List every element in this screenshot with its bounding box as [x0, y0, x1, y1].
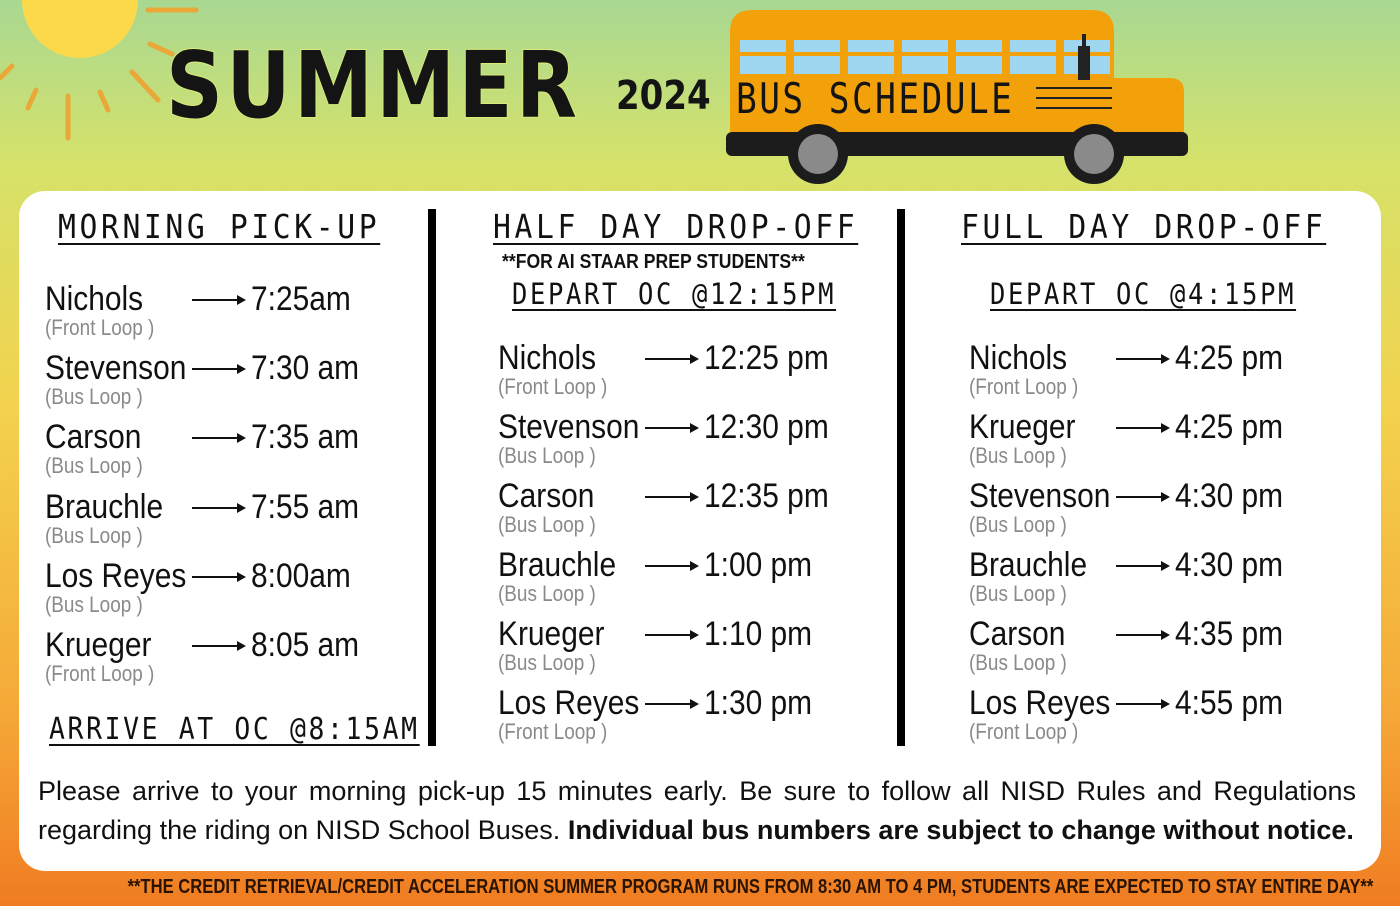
- stop-time: 8:05 am: [251, 626, 360, 664]
- half-day-stop: [498, 548, 938, 614]
- stop-name: Stevenson: [45, 349, 187, 387]
- morning-stop: [45, 351, 485, 417]
- arrow-icon: [645, 703, 697, 705]
- full-day-stop: [969, 410, 1400, 476]
- bus-schedule-label: BUS SCHEDULE: [736, 74, 1015, 123]
- half-day-depart-time: DEPART OC @12:15PM: [512, 277, 837, 311]
- full-day-stop: [969, 341, 1400, 407]
- stop-name: Stevenson: [969, 477, 1111, 515]
- half-day-dropoff-heading: HALF DAY DROP-OFF: [493, 207, 859, 246]
- stop-loop: (Bus Loop ): [969, 512, 1067, 537]
- arrow-icon: [1116, 565, 1168, 567]
- arrow-icon: [645, 496, 697, 498]
- stop-time: 7:55 am: [251, 488, 360, 526]
- stop-loop: (Front Loop ): [969, 374, 1079, 399]
- bus-number-warning: Individual bus numbers are subject to change without notice.: [567, 815, 1354, 845]
- program-hours-banner: [0, 874, 1400, 900]
- stop-time: 4:55 pm: [1175, 684, 1284, 722]
- stop-loop: (Bus Loop ): [498, 443, 596, 468]
- stop-loop: (Front Loop ): [969, 719, 1079, 744]
- stop-loop: (Bus Loop ): [45, 592, 143, 617]
- stop-loop: (Bus Loop ): [969, 581, 1067, 606]
- stop-name: Los Reyes: [969, 684, 1111, 722]
- arrow-icon: [1116, 703, 1168, 705]
- stop-name: Brauchle: [498, 546, 617, 584]
- morning-pickup-heading: MORNING PICK-UP: [58, 207, 381, 246]
- morning-stop: [45, 559, 485, 625]
- arrow-icon: [192, 299, 244, 301]
- stop-time: 12:30 pm: [704, 408, 829, 446]
- stop-time: 1:10 pm: [704, 615, 813, 653]
- arrow-icon: [192, 507, 244, 509]
- stop-loop: (Front Loop ): [498, 719, 608, 744]
- morning-stop: [45, 490, 485, 556]
- arrow-icon: [192, 368, 244, 370]
- stop-time: 4:30 pm: [1175, 546, 1284, 584]
- stop-time: 12:35 pm: [704, 477, 829, 515]
- stop-time: 8:00am: [251, 557, 351, 595]
- page-title: SUMMER: [166, 32, 581, 139]
- half-day-stop: [498, 479, 938, 545]
- arrow-icon: [645, 358, 697, 360]
- stop-name: Brauchle: [969, 546, 1088, 584]
- arrow-icon: [1116, 427, 1168, 429]
- stop-name: Los Reyes: [498, 684, 640, 722]
- instructions-note: [38, 772, 1356, 850]
- stop-name: Krueger: [498, 615, 605, 653]
- half-day-stop: [498, 617, 938, 683]
- stop-name: Nichols: [498, 339, 597, 377]
- stop-name: Nichols: [45, 280, 144, 318]
- stop-time: 4:25 pm: [1175, 339, 1284, 377]
- stop-name: Stevenson: [498, 408, 640, 446]
- half-day-stop: [498, 341, 938, 407]
- stop-loop: (Bus Loop ): [45, 453, 143, 478]
- arrow-icon: [192, 576, 244, 578]
- stop-time: 1:30 pm: [704, 684, 813, 722]
- arrow-icon: [645, 565, 697, 567]
- stop-name: Carson: [969, 615, 1066, 653]
- arrow-icon: [192, 645, 244, 647]
- stop-loop: (Bus Loop ): [969, 650, 1067, 675]
- arrow-icon: [645, 427, 697, 429]
- stop-name: Carson: [498, 477, 595, 515]
- morning-stop: [45, 282, 485, 348]
- stop-name: Nichols: [969, 339, 1068, 377]
- morning-stop: [45, 420, 485, 486]
- arrow-icon: [1116, 634, 1168, 636]
- stop-name: Los Reyes: [45, 557, 187, 595]
- half-day-stop: [498, 410, 938, 476]
- arrow-icon: [192, 437, 244, 439]
- stop-time: 7:30 am: [251, 349, 360, 387]
- full-day-depart-time: DEPART OC @4:15PM: [990, 277, 1297, 311]
- arrow-icon: [1116, 496, 1168, 498]
- stop-time: 7:35 am: [251, 418, 360, 456]
- stop-loop: (Front Loop ): [45, 315, 155, 340]
- arrive-time: ARRIVE AT OC @8:15AM: [49, 712, 420, 747]
- stop-time: 12:25 pm: [704, 339, 829, 377]
- half-day-stop: [498, 686, 938, 752]
- stop-name: Brauchle: [45, 488, 164, 526]
- stop-name: Carson: [45, 418, 142, 456]
- stop-loop: (Front Loop ): [498, 374, 608, 399]
- instructions-text: Please arrive to your morning pick-up 15 minutes early. Be sure to follow all NISD Rules and Regulations regarding the riding on NISD School Buses.: [38, 776, 1356, 845]
- full-day-stop: [969, 479, 1400, 545]
- stop-loop: (Bus Loop ): [498, 581, 596, 606]
- stop-loop: (Front Loop ): [45, 661, 155, 686]
- full-day-stop: [969, 617, 1400, 683]
- morning-stop: [45, 628, 485, 694]
- stop-loop: (Bus Loop ): [45, 384, 143, 409]
- stop-loop: (Bus Loop ): [498, 512, 596, 537]
- stop-name: Krueger: [969, 408, 1076, 446]
- program-hours-text: **THE CREDIT RETRIEVAL/CREDIT ACCELERATION SUMMER PROGRAM RUNS FROM 8:30 AM TO 4 PM, STUDENTS ARE EXPECTED TO STAY ENTIRE DAY**: [127, 876, 1374, 898]
- stop-time: 1:00 pm: [704, 546, 813, 584]
- title-year: 2024: [616, 73, 711, 119]
- stop-loop: (Bus Loop ): [498, 650, 596, 675]
- full-day-stop: [969, 686, 1400, 752]
- stop-time: 4:30 pm: [1175, 477, 1284, 515]
- arrow-icon: [645, 634, 697, 636]
- full-day-stop: [969, 548, 1400, 614]
- stop-name: Krueger: [45, 626, 152, 664]
- staar-prep-note: **FOR AI STAAR PREP STUDENTS**: [502, 251, 805, 273]
- stop-time: 4:35 pm: [1175, 615, 1284, 653]
- arrow-icon: [1116, 358, 1168, 360]
- stop-time: 7:25am: [251, 280, 351, 318]
- stop-loop: (Bus Loop ): [45, 523, 143, 548]
- stop-loop: (Bus Loop ): [969, 443, 1067, 468]
- full-day-dropoff-heading: FULL DAY DROP-OFF: [961, 207, 1327, 246]
- stop-time: 4:25 pm: [1175, 408, 1284, 446]
